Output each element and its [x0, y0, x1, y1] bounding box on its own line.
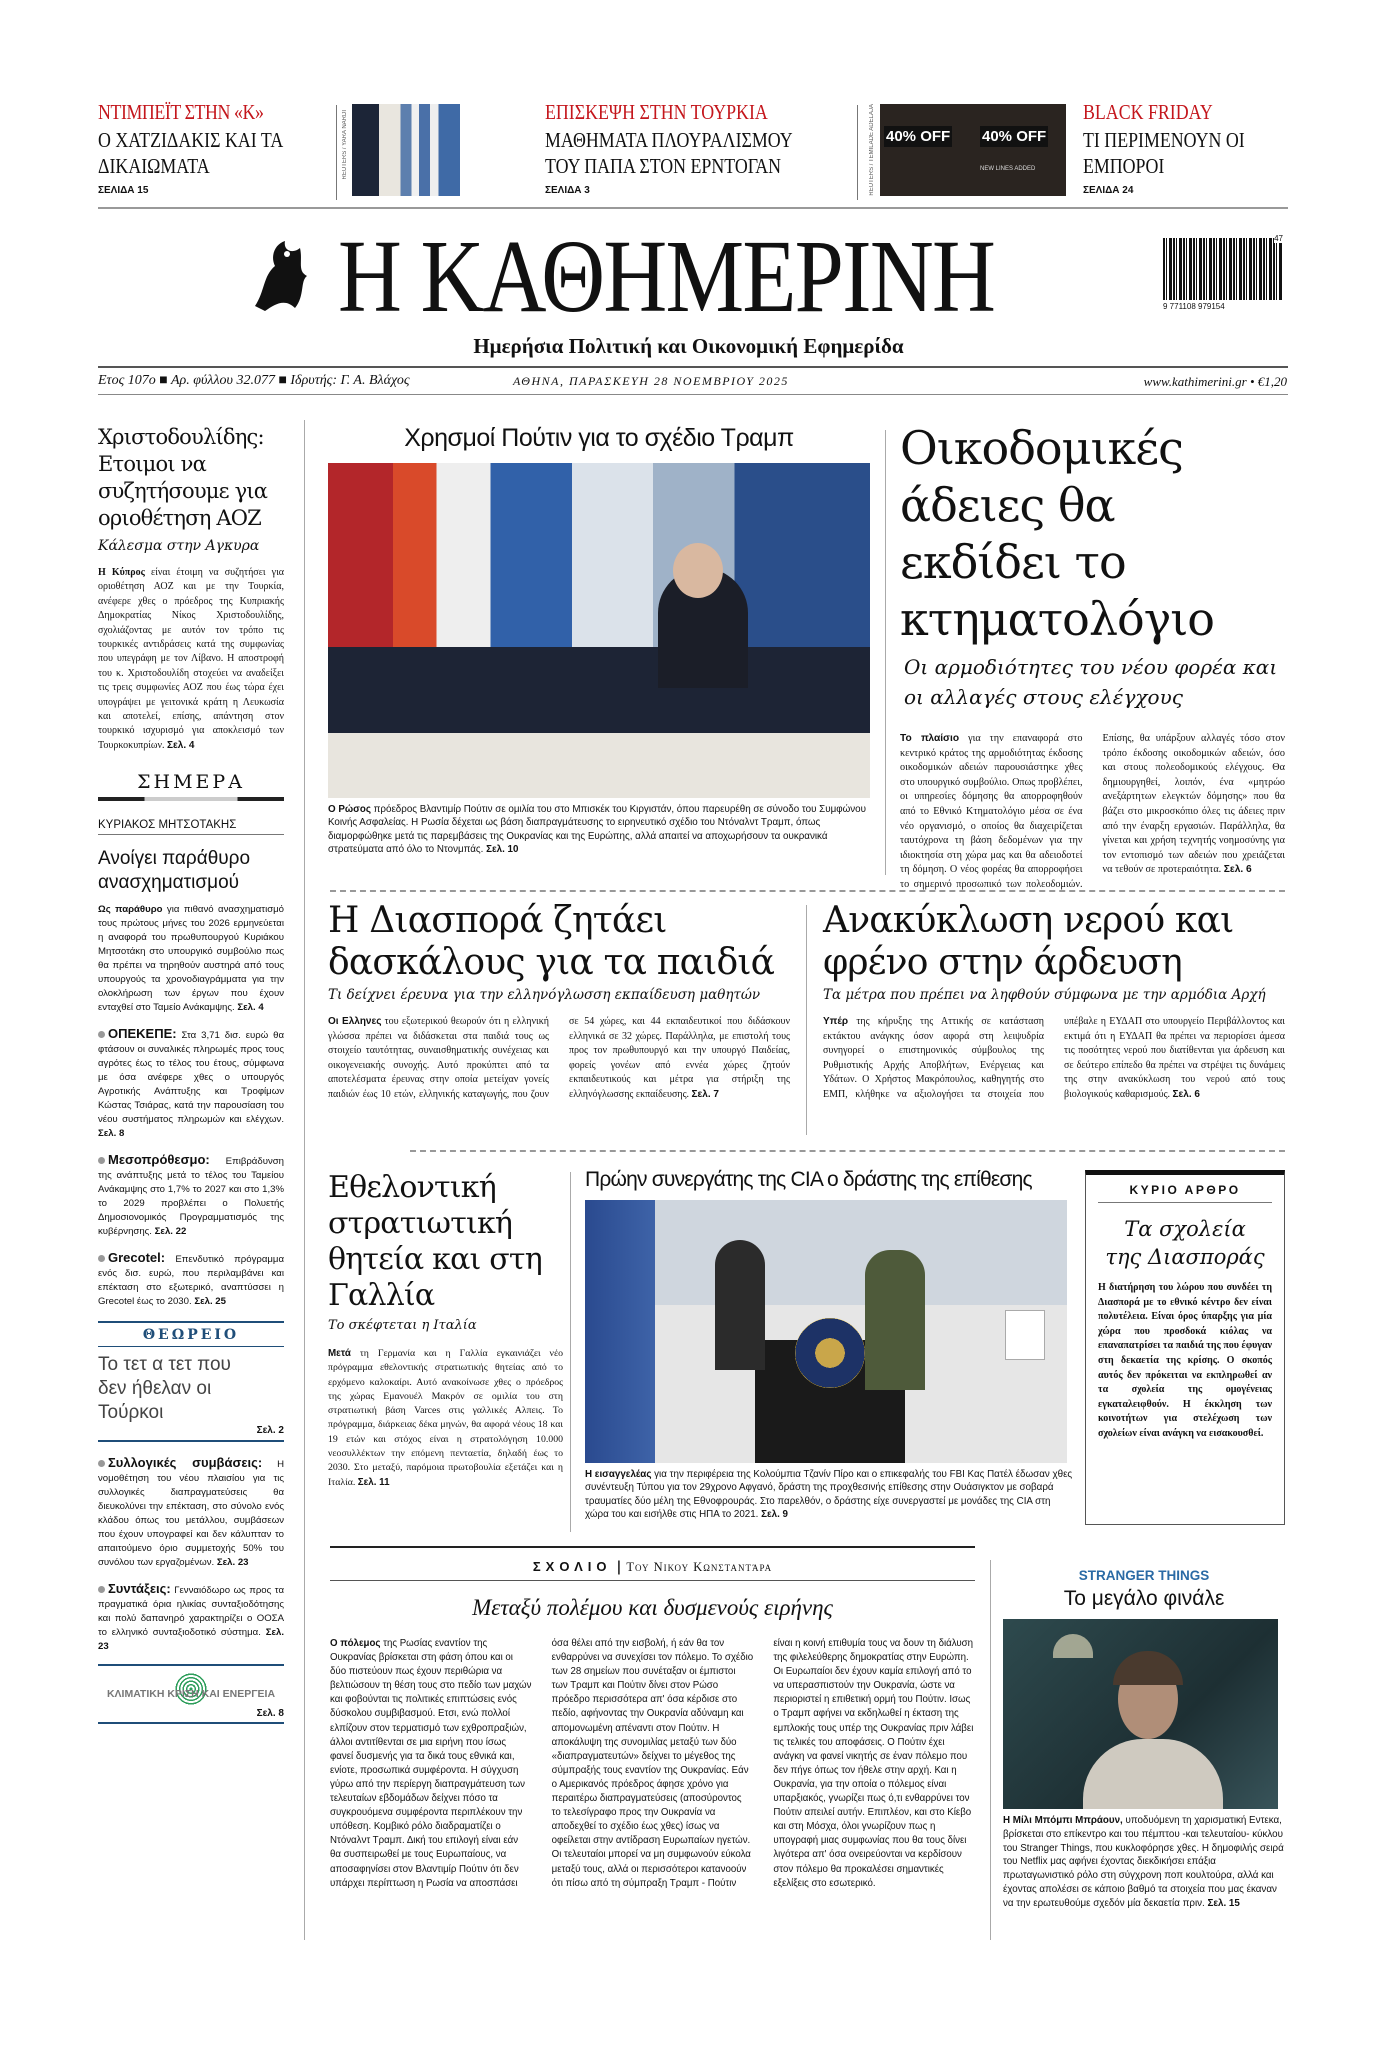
cia-story[interactable]: [585, 1168, 1075, 1522]
comment-body: Ο πόλεμος της Ρωσίας εναντίον της Ουκρανίας βρίσκεται στη φάση όπου και οι δύο πιστεύουν πως έχουν περιθώρια να βελτιώσουν τη θέση τους στο πεδίο των μαχών και φοβούνται τις πολιτικές επιπτώσεις ενός δύσκολου συμβιβασμού. Ετσι, ενώ πολλοί ελπίζουν στον τερματισμό των εχθροπραξιών, άλλοι αντιτίθενται σε μια ειρήνη που ίσως φανεί δυσμενής για τα δικά τους εθνικά και, ενίοτε, προσωπικά συμφέροντα. Η σύγχυση γύρω από την περίεργη διαπραγμάτευση των τελευταίων εβδομάδων δείχνει πόσο τα συγκρουόμενα συμφέροντα περιπλέκουν την υπόθεση. Κομβικό ρόλο διαδραματίζει ο Ντόναλντ Τραμπ. Δική του επιλογή είναι εάν θα συσπειρωθεί με τους Ευρωπαίους, να αποσαφηνίσει στον Βλαντιμίρ Πούτιν ότι δεν υπάρχει περίπτωση η Ρωσία να αποσπάσει όσα θέλει από την εισβολή, ή εάν θα τον ενθαρρύνει να συνεχίσει τον πόλεμο. Το σχέδιο των 28 σημείων που συνέταξαν οι έμπιστοι των Τραμπ και Πούτιν δίνει στον Ρώσο πρόεδρο περισσότερα απ' όσα κέρδισε στο πεδίο, αφήνοντας την Ουκρανία αδύναμη και απομονωμένη απέναντι στον Πούτιν. Η αποκάλυψη της συνομιλίας μεταξύ των δύο «διαπραγματευτών» δείχνει το μέγεθος της σύμπραξής τους εναντίον της Ουκρανίας. Εάν ο Αμερικανός πρόεδρος άφησε χρόνο για περαιτέρω διαπραγματεύσεις (αποσύροντος το τελεσίγραφο προς την Ουκρανία να αποδεχθεί το σχέδιο έως χθες) ίσως να οφείλεται στην αντίδραση Ευρωπαίων ηγετών. Οι τελευταίοι μπορεί να μη συμφωνούν εύκολα μεταξύ τους, αλλά οι περισσότεροι κατανοούν ότι πίσω από τη σύμπραξη Τραμπ - Πούτιν είναι η κοινή επιθυμία τους να δουν τη διάλυση της φιλελεύθερης δημοκρατίας στην Ευρώπη. Οι Ευρωπαίοι δεν έχουν καμία επιλογή από το να υπερασπιστούν την Ουκρανία, ώστε να περιοριστεί η επιθετική ορμή του Πούτιν. Ισως ο Τραμπ αφήνει να εκδηλωθεί η έκταση της εμπλοκής τους υπέρ της Ουκρανίας πριν λάβει τις τελικές του αποφάσεις. Ο Πούτιν έχει ανάγκη να φανεί νικητής σε έναν πόλεμο που δεν πήγε όπως τον ήθελε στην αρχή. Και η Ουκρανία, για την οποία ο πόλεμος είναι υπαρξιακός, γνωρίζει πως ό,τι ενθαρρύνει τον Πούτιν απειλεί αυτήν. Επιπλέον, και στο Κίεβο και στη Μόσχα, όλοι γνωρίζουν πως η υπογραφή μιας συμφωνίας που θα τους δίνει λιγότερα απ' όσα ονειρεύονται να κερδίσουν στον πόλεμο θα προκαλέσει σημαντικές εξελίξεις στο εσωτερικό.: [330, 1638, 974, 1889]
teaser-page: ΣΕΛΙΔΑ 24: [1083, 185, 1134, 196]
dateline: ΑΘΗΝΑ, ΠΑΡΑΣΚΕΥΗ 28 ΝΟΕΜΒΡΙΟΥ 2025: [513, 374, 789, 388]
diaspora-story[interactable]: [328, 900, 790, 1103]
teaser-3[interactable]: [1083, 100, 1283, 196]
cyprus-story[interactable]: [98, 424, 284, 753]
comment-story[interactable]: [330, 1556, 975, 1891]
teaser-kicker: ΝΤΙΜΠΕΪΤ ΣΤΗΝ «Κ»: [98, 100, 264, 124]
teaser-title: ΤΙ ΠΕΡΙΜΕΝΟΥΝ ΟΙ ΕΜΠΟΡΟΙ: [1083, 128, 1245, 178]
photo-credit: REUTERS / TEMILADE ADELAJA: [869, 104, 875, 196]
climate-box[interactable]: [98, 1664, 284, 1724]
permits-story[interactable]: [900, 420, 1285, 893]
military-subtitle: Το σκέφτεται η Ιταλία: [328, 1318, 477, 1333]
reshuffle-body: Ως παράθυρο για πιθανό ανασχηματισμό τους πρώτους μήνες του 2026 ερμηνεύεται η αναφορά του πρωθυπουργού Κυριάκου Μητσοτάκη στο υπουργικό συμβούλιο πως θα πρέπει να τηρηθούν αυστηρά από τους υπουργούς τα χρονοδιαγράμματα για την ολοκλήρωση των έργων που έχουν ενταχθεί στο Ταμείο Ανάκαμψης. Σελ. 4: [98, 904, 284, 1014]
editorial-label: ΚΥΡΙΟ ΑΡΘΡΟ: [1098, 1183, 1272, 1203]
permits-headline: Οικοδομικές άδειες θα εκδίδει το κτηματολόγιο: [900, 421, 1214, 646]
stranger-kicker: STRANGER THINGS: [1078, 1568, 1210, 1583]
stranger-headline: Το μεγάλο φινάλε: [1063, 1587, 1225, 1610]
brief-item[interactable]: Grecotel: Επενδυτικό πρόγραμμα ενός δισ. ευρώ, που περιλαμβάνει και επέκταση στο εξωτερικό, αναπτύσσει η Grecotel έως το 2030. Σελ. 25: [98, 1250, 284, 1308]
theoreio-page: Σελ. 2: [256, 1425, 284, 1437]
diaspora-headline: Η Διασπορά ζητάει δασκάλους για τα παιδιά: [328, 900, 775, 983]
bullet-icon: [98, 1031, 105, 1038]
teaser-photo-pope-erdogan: [352, 104, 460, 196]
byline: ΚΥΡΙΑΚΟΣ ΜΗΤΣΟΤΑΚΗΣ: [98, 819, 284, 835]
comment-headline: Μεταξύ πολέμου και δυσμενούς ειρήνης: [472, 1595, 833, 1620]
griffin-logo-icon: [245, 236, 325, 316]
teaser-1[interactable]: [98, 100, 308, 196]
water-body: Υπέρ της κήρυξης της Αττικής σε κατάσταση εκτάκτου ανάγκης όσον αφορά στη λειψυδρία συνηγορεί ο επιστημονικός σύμβουλος της Ρυθμιστικής Αρχής Αποβλήτων, Ενέργειας και Υδάτων. Ο Χρήστος Μακρόπουλος, καθηγητής στο ΕΜΠ, κλήθηκε να αξιολογήσει τα στοιχεία που υπέβαλε η ΕΥΔΑΠ στο υπουργείο Περιβάλλοντος και εκτιμά ότι η ΕΥΔΑΠ θα πρέπει να περιορίσει άμεσα τις ποσότητες νερού που διατίθενται για άρδευση και σε δεύτερο επίπεδο θα πρέπει να στρέψει τις δυνάμεις της στην ανακύκλωση του νερού από τους βιολογικούς καθαρισμούς. Σελ. 6: [823, 1016, 1285, 1100]
cia-headline: Πρώην συνεργάτης της CIA ο δράστης της επίθεσης: [585, 1168, 1032, 1191]
left-column: [98, 424, 284, 1724]
stranger-story[interactable]: [1003, 1568, 1285, 1911]
climate-page: Σελ. 8: [256, 1708, 284, 1720]
teaser-page: ΣΕΛΙΔΑ 15: [98, 185, 149, 196]
military-story[interactable]: [328, 1170, 563, 1490]
teaser-kicker: BLACK FRIDAY: [1083, 100, 1213, 124]
issue-info: Ετος 107ο ■ Αρ. φύλλου 32.077 ■ Ιδρυτής: Γ. Α. Βλάχος: [98, 373, 410, 388]
today-label: ΣΗΜΕΡΑ: [98, 771, 284, 801]
water-story[interactable]: [823, 900, 1285, 1103]
cyprus-headline: Χριστοδουλίδης: Ετοιμοι να συζητήσουμε για οριοθέτηση ΑΟΖ: [98, 425, 268, 530]
water-subtitle: Τα μέτρα που πρέπει να ληφθούν σύμφωνα με την αρμόδια Αρχή: [823, 987, 1266, 1003]
theoreio-headline: Το τετ α τετ που δεν ήθελαν οι Τούρκοι: [98, 1354, 231, 1424]
putin-caption: Ο Ρώσος πρόεδρος Βλαντιμίρ Πούτιν σε ομιλία του στο Μπισκέκ του Κιργιστάν, όπου παρευρέθη σε σύνοδο του Συμφώνου Κοινής Ασφαλείας. Η Ρωσία δέχεται ως βάση διαπραγμάτευσης το ειρηνευτικό σχέδιο του Ντόναλντ Τραμπ, όπως διαμορφώθηκε μετά τις παρεμβάσεις της Ουκρανίας και της Ευρώπης, αλλά απαιτεί να αποχωρήσουν τα ουκρανικά στρατεύματα από όλο το Ντονμπάς. Σελ. 10: [328, 804, 866, 856]
editorial-box[interactable]: [1085, 1170, 1285, 1525]
stranger-caption: Η Μίλι Μπόμπι Μπράουν, υποδυόμενη τη χαρισματική Εντεκα, βρίσκεται στο επίκεντρο και του πέμπτου -και τελευταίου- κύκλου του Stranger Things, που κυκλοφόρησε χθες. Η δημοφιλής σειρά του Netflix μας αφήνει έχοντας διεκδικήσει επάξια πρωταγωνιστικό ρόλο στη σύγχρονη ποπ κουλτούρα, αλλά και έχοντας απολέσει σε κάποιο βαθμό τα στοιχεία που μας έκαναν να την ερωτευθούμε σχεδόν μία δεκαετία πριν. Σελ. 15: [1003, 1815, 1284, 1909]
cia-photo: [585, 1200, 1067, 1463]
putin-photo: [328, 463, 870, 798]
masthead-subtitle: Ημερήσια Πολιτική και Οικονομική Εφημερίδα: [473, 334, 904, 358]
brief-item[interactable]: Συλλογικές συμβάσεις: Η νομοθέτηση του νέου πλαισίου για τις συλλογικές διαπραγματεύσεις θα διευκολύνει την επέκταση, στο σύνολο ενός κλάδου όπως του μετάλλου, συμβάσεων που έχουν υπογραφεί και δεν κάλυπταν το απαιτούμενο όριο συμμετοχής 50% του συνόλου των εργαζομένων. Σελ. 23: [98, 1455, 285, 1569]
permits-body: Το πλαίσιο για την επαναφορά στο κεντρικό κράτος της αρμοδιότητας έκδοσης οικοδομικών αδειών παρουσιάστηκε χθες στο υπουργικό συμβούλιο. Οπως προβλέπει, οι υπηρεσίες δόμησης θα απορροφηθούν από το Εθνικό Κτηματολόγιο μέσα σε ένα νέο οργανισμό, ο οποίος θα διαχειρίζεται ταυτόχρονα τη βάση δεδομένων για την ιδιοκτησία στη χώρα μας και θα αδειοδοτεί τη δόμηση. Ο νέος φορέας θα απορροφήσει το σημερινό προσωπικό των πολεοδομιών. Επίσης, θα υπάρξουν αλλαγές τόσο στον τρόπο έκδοσης οικοδομικών αδειών, όσο και στους πολεοδομικούς ελέγχους. Θα δημιουργηθεί, λοιπόν, ένα «μητρώο ανεξάρτητων ελεγκτών δόμησης» που θα βάζει στο μικροσκόπιο όλες τις άδειες πριν από την έναρξη εργασιών. Παράλληλα, θα γίνεται και χρήση τεχνητής νοημοσύνης για τον εντοπισμό των αδειών που χρειάζεται να τεθούν σε προτεραιότητα. Σελ. 6: [900, 733, 1285, 890]
teaser-title: Ο ΧΑΤΖΙΔΑΚΙΣ ΚΑΙ ΤΑ ΔΙΚΑΙΩΜΑΤΑ: [98, 128, 283, 178]
military-headline: Εθελοντική στρατιωτική θητεία και στη Γαλλία: [328, 1170, 542, 1313]
climate-label: ΚΛΙΜΑΤΙΚΗ ΚΡΙΣΗ ΚΑΙ ΕΝΕΡΓΕΙΑ: [106, 1688, 276, 1701]
bullet-icon: [98, 1460, 105, 1467]
sale-sign: 40% OFF: [886, 128, 951, 145]
diaspora-subtitle: Τι δείχνει έρευνα για την ελληνόγλωσση εκπαίδευση μαθητών: [328, 987, 761, 1003]
theoreio-box[interactable]: [98, 1321, 284, 1442]
photo-credit: REUTERS / YARA NARDI: [342, 110, 348, 180]
comment-header: ΣΧΟΛΙΟ | Του Νικου Κωνσταντάρα: [330, 1556, 975, 1581]
masthead-title: Η ΚΑΘΗΜΕΡΙΝΗ: [338, 219, 995, 334]
diaspora-body: Οι Ελληνες του εξωτερικού θεωρούν ότι η ελληνική γλώσσα πρέπει να διδάσκεται στα παιδιά τους ως στοιχείο ταυτότητας, συναισθηματικής συνέχειας και οικογενειακής συνοχής. Αυτό προκύπτει από τα αποτελέσματα έρευνας στην οποία μετείχαν γονείς παιδιών έως 10 ετών, ελληνικής καταγωγής, που ζουν σε 54 χώρες, και 44 εκπαιδευτικοί που διδάσκουν ελληνικά σε 32 χώρες. Παράλληλα, με επιστολή τους προς τον πρωθυπουργό και την υπουργό Παιδείας, φορείς γονέων από εννέα χώρες ζητούν εκπαιδευτικούς και μέτρα για στήριξη της ελληνόγλωσσης εκπαίδευσης. Σελ. 7: [328, 1016, 790, 1100]
brief-item[interactable]: ΟΠΕΚΕΠΕ: Στα 3,71 δισ. ευρώ θα φτάσουν οι συναλικές πληρωμές προς τους αγρότες έως το τέλος του έτους, σύμφωνα με όσα ανέφερε χθες ο υπουργός Αγροτικής Ανάπτυξης και Τροφίμων Κώστας Τσιάρας, κατά την παρουσίαση του νέου συστήματος πληρωμών και ελέγχων. Σελ. 8: [98, 1026, 284, 1140]
editorial-headline: Τα σχολεία της Διασποράς: [1105, 1217, 1265, 1269]
website-price: www.kathimerini.gr • €1,20: [1143, 374, 1287, 389]
putin-story[interactable]: [328, 424, 870, 857]
teaser-title: ΜΑΘΗΜΑΤΑ ΠΛΟΥΡΑΛΙΣΜΟΥ ΤΟΥ ΠΑΠΑ ΣΤΟΝ ΕΡΝΤΟΓΑΝ: [545, 128, 793, 178]
water-headline: Ανακύκλωση νερού και φρένο στην άρδευση: [823, 900, 1234, 983]
comment-label: ΣΧΟΛΙΟ: [532, 1559, 612, 1574]
barcode-issue: 47: [1274, 234, 1283, 243]
bullet-icon: [98, 1157, 105, 1164]
cyprus-subtitle: Κάλεσμα στην Αγκυρα: [98, 538, 260, 554]
sale-sign: 40% OFF: [982, 128, 1047, 145]
comment-author: Του Νικου Κωνσταντάρα: [626, 1560, 773, 1574]
reshuffle-headline: Ανοίγει παράθυρο ανασχηματισμού: [98, 848, 251, 894]
barcode: [1163, 234, 1283, 318]
brief-item[interactable]: Συντάξεις: Γενναιόδωρο ως προς τα πραγματικά όρια ηλικίας συνταξιοδότησης και πολύ δαπανηρό χαρακτηρίζει ο ΟΟΣΑ το ελληνικό συνταξιοδοτικό σύστημα. Σελ. 23: [98, 1581, 284, 1653]
cia-caption: Η εισαγγελέας για την περιφέρεια της Κολούμπια Τζανίν Πίρο και ο επικεφαλής του FBI Κας Πατέλ έδωσαν χθες συνέντευξη Τύπου για τον 29χρονο Αφγανό, δράστη της προχθεσινής επίθεσης στην Ουάσιγκτον με σοβαρά τραυματίες δύο μέλη της Εθνοφρουράς. Στο παρελθόν, ο δράστης είχε συνεργαστεί με μονάδες της CIA στη χώρα του και εισήλθε στις ΗΠΑ το 2021. Σελ. 9: [585, 1469, 1073, 1521]
teaser-photo-black-friday: [880, 104, 1066, 196]
stranger-photo: [1003, 1619, 1278, 1809]
theoreio-label: ΘΕΩΡΕΙΟ: [98, 1327, 284, 1347]
military-body: Μετά τη Γερμανία και η Γαλλία εγκαινιάζει νέο πρόγραμμα εθελοντικής στρατιωτικής θητείας από το ερχόμενο καλοκαίρι. Αυτό ανακοίνωσε χθες ο πρόεδρος της χώρας Εμανουέλ Μακρόν σε ομιλία του στη στρατιωτική βάση Varces στις γαλλικές Αλπεις. Το πρόγραμμα, διάρκειας δέκα μηνών, θα αφορά νέους 18 και 19 ετών και στόχος είναι η στρατολόγηση 10.000 νεοσυλλέκτων την επόμενη πενταετία, δηλαδή έως το 2030. Στο μεταξύ, παρόμοια πρωτοβουλία εξετάζει και η Ιταλία. Σελ. 11: [328, 1348, 563, 1488]
cyprus-body: Η Κύπρος είναι έτοιμη να συζητήσει για οριοθέτηση ΑΟΖ και με την Τουρκία, ανέφερε χθες ο πρόεδρος της Κυπριακής Δημοκρατίας Νίκος Χριστοδουλίδης, σχολιάζοντας με αυτόν τον τρόπο τις τουρκικές αντιδράσεις κατά της συμφωνίας που υπεγράφη με τον Λίβανο. Η αποστροφή του κ. Χριστοδουλίδη στοχεύει να αναδείξει τις τρεις συμφωνίες ΑΟΖ που έως τώρα έχει υπογράψει με γειτονικά κράτη η Λευκωσία και αποτελεί, επίσης, απάντηση στον τουρκικό ισχυρισμό για αποκλεισμό των Τουρκοκυπρίων. Σελ. 4: [98, 567, 284, 751]
teaser-page: ΣΕΛΙΔΑ 3: [545, 185, 590, 196]
barcode-number: 9 771108 979154: [1163, 302, 1225, 311]
editorial-body: Η διατήρηση του λώρου που συνδέει τη Διασπορά με το εθνικό κέντρο δεν είναι πολυτέλεια. Είναι όρος ύπαρξης για μία χώρα που προσδοκά κιόλας να επαναπατρίσει τα παιδιά της που έφυγαν στη δεκαετία της κρίσης. Ο σκοπός αυτός δεν πρόκειται να εκπληρωθεί αν τα σχολεία της ομογένειας εγκαταλειφθούν. Η έκκληση των κοινοτήτων για στελέχωση των σχολείων είναι ανάγκη να εισακουσθεί.: [1098, 1282, 1272, 1439]
bullet-icon: [98, 1586, 105, 1593]
teaser-kicker: ΕΠΙΣΚΕΨΗ ΣΤΗΝ ΤΟΥΡΚΙΑ: [545, 100, 768, 124]
sale-sign-sub: NEW LINES ADDED: [980, 166, 1036, 172]
putin-headline: Χρησμοί Πούτιν για το σχέδιο Τραμπ: [404, 424, 794, 452]
teaser-2[interactable]: [545, 100, 845, 196]
bullet-icon: [98, 1255, 105, 1262]
brief-item[interactable]: Μεσοπρόθεσμο: Επιβράδυνση της ανάπτυξης μετά το τέλος του Ταμείου Ανάκαμψης στο 1,7% το 2027 και στο 1,3% το 2029 προβλέπει ο Πολυετής Δημοσιονομικός Προγραμματισμός της κυβέρνησης. Σελ. 22: [98, 1152, 284, 1238]
permits-subtitle: Οι αρμοδιότητες του νέου φορέα και οι αλλαγές στους ελέγχους: [904, 655, 1278, 709]
reshuffle-story[interactable]: [98, 847, 284, 1015]
